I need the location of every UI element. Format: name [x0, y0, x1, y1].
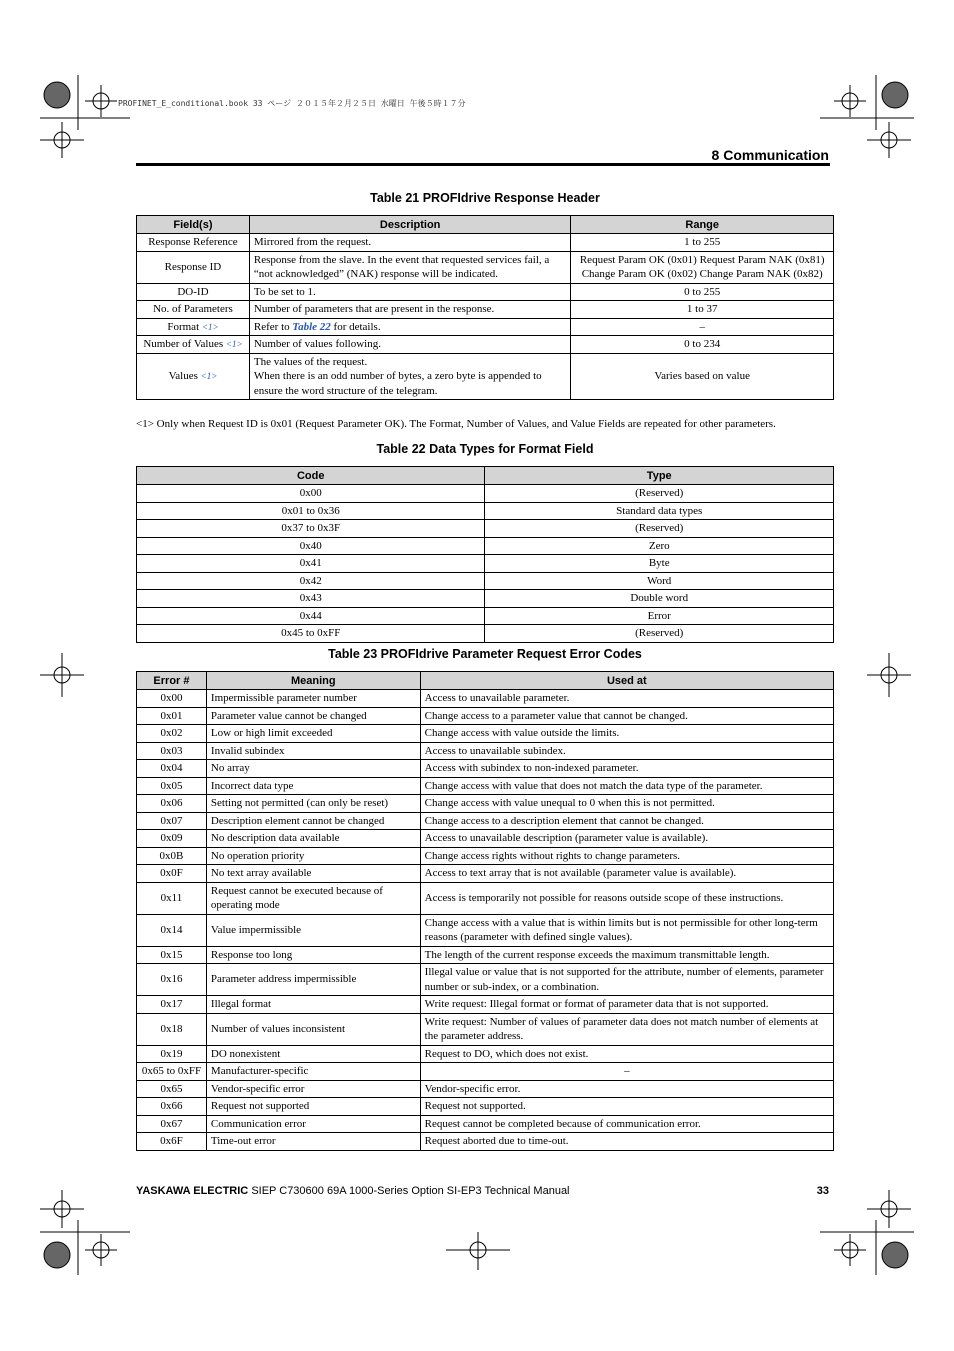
description-cell: Number of parameters that are present in the response.: [249, 301, 571, 319]
table-cell: Change access with value outside the limits.: [420, 725, 833, 743]
table-cell: Request cannot be executed because of operating mode: [206, 882, 420, 914]
table-row: [137, 520, 834, 538]
table-row: [137, 1013, 834, 1045]
table21: [136, 215, 834, 400]
table-cell: 0x02: [137, 725, 207, 743]
field-cell: DO-ID: [137, 283, 250, 301]
field-label: Number of Values: [143, 338, 224, 350]
field-cell: Response Reference: [137, 234, 250, 252]
table-cell: 0x66: [137, 1098, 207, 1116]
table-row: [137, 353, 834, 400]
table-cell: Impermissible parameter number: [206, 690, 420, 708]
range-cell: 0 to 234: [571, 336, 834, 354]
range-cell: Request Param OK (0x01) Request Param NAK (0x81) Change Param OK (0x02) Change Param NAK (0x82): [571, 251, 834, 283]
table-cell: Access to unavailable subindex.: [420, 742, 833, 760]
table-cell: Access to unavailable parameter.: [420, 690, 833, 708]
table-cell: Request not supported.: [420, 1098, 833, 1116]
table-cell: Byte: [485, 555, 834, 573]
table-cell: Access is temporarily not possible for reasons outside scope of these instructions.: [420, 882, 833, 914]
table-row: [137, 882, 834, 914]
range-cell: 0 to 255: [571, 283, 834, 301]
table-cell: 0x09: [137, 830, 207, 848]
field-label: Values: [168, 370, 198, 382]
table-cell: (Reserved): [485, 625, 834, 643]
section-title: 8 Communication: [711, 147, 829, 163]
table23-header-used-at: Used at: [420, 672, 833, 690]
table-cell: No text array available: [206, 865, 420, 883]
table-row: [137, 964, 834, 996]
range-cell: 1 to 37: [571, 301, 834, 319]
table-row: [137, 607, 834, 625]
table-cell: 0x04: [137, 760, 207, 778]
table23: [136, 671, 834, 1151]
table-row: [137, 283, 834, 301]
table-cell: 0x14: [137, 914, 207, 946]
table-row: [137, 742, 834, 760]
table-row: [137, 301, 834, 319]
table-row: [137, 914, 834, 946]
table-row: [137, 865, 834, 883]
description-text: for details.: [330, 320, 381, 333]
description-line: When there is an odd number of bytes, a zero byte is appended to ensure the word structure of the telegram.: [253, 370, 542, 397]
table23-caption: Table 23 PROFIdrive Parameter Request Error Codes: [328, 647, 642, 661]
table-row: [137, 996, 834, 1014]
table-cell: 0x05: [137, 777, 207, 795]
table-cell: Access to text array that is not available (parameter value is available).: [420, 865, 833, 883]
table-row: [137, 1115, 834, 1133]
field-cell: [137, 353, 250, 400]
table-cell: Low or high limit exceeded: [206, 725, 420, 743]
table-row: [137, 251, 834, 283]
table-cell: 0x43: [137, 590, 485, 608]
table-row: [137, 725, 834, 743]
description-cell: [249, 318, 571, 336]
footer-doc: SIEP C730600 69A 1000-Series Option SI-EP3 Technical Manual: [248, 1185, 570, 1197]
table-cell: 0x19: [137, 1045, 207, 1063]
table-cell: Request not supported: [206, 1098, 420, 1116]
field-cell: Response ID: [137, 251, 250, 283]
table-cell: 0x01 to 0x36: [137, 502, 485, 520]
table-cell: 0x01: [137, 707, 207, 725]
description-cell: Mirrored from the request.: [249, 234, 571, 252]
table-cell: 0x16: [137, 964, 207, 996]
table-row: [137, 336, 834, 354]
table-cell: 0x45 to 0xFF: [137, 625, 485, 643]
table22-link[interactable]: Table 22: [292, 320, 331, 333]
table-cell: Request to DO, which does not exist.: [420, 1045, 833, 1063]
table21-caption: Table 21 PROFIdrive Response Header: [370, 191, 600, 205]
table-cell: 0x18: [137, 1013, 207, 1045]
table-cell: Change access rights without rights to change parameters.: [420, 847, 833, 865]
table-cell: 0x37 to 0x3F: [137, 520, 485, 538]
table-cell: Illegal value or value that is not supported for the attribute, number of elements, parameter number or sub-index, or a combination.: [420, 964, 833, 996]
table-cell: Vendor-specific error.: [420, 1080, 833, 1098]
table-cell: 0x41: [137, 555, 485, 573]
table-row: [137, 1098, 834, 1116]
table-cell: –: [420, 1063, 833, 1081]
table-cell: 0x17: [137, 996, 207, 1014]
table-row: [137, 830, 834, 848]
table-row: [137, 812, 834, 830]
range-cell: 1 to 255: [571, 234, 834, 252]
table-row: [137, 1133, 834, 1151]
table-cell: Illegal format: [206, 996, 420, 1014]
table-cell: Incorrect data type: [206, 777, 420, 795]
table23-header-error: Error #: [137, 672, 207, 690]
table-cell: Communication error: [206, 1115, 420, 1133]
field-cell: [137, 336, 250, 354]
table-cell: 0x15: [137, 946, 207, 964]
description-cell: Number of values following.: [249, 336, 571, 354]
table-cell: (Reserved): [485, 520, 834, 538]
footer-brand: YASKAWA ELECTRIC: [136, 1185, 249, 1197]
table-cell: Access with subindex to non-indexed parameter.: [420, 760, 833, 778]
table-cell: Access to unavailable description (parameter value is available).: [420, 830, 833, 848]
table-cell: Request cannot be completed because of communication error.: [420, 1115, 833, 1133]
table22-header-type: Type: [485, 467, 834, 485]
table23-header-meaning: Meaning: [206, 672, 420, 690]
table-cell: Vendor-specific error: [206, 1080, 420, 1098]
table-row: [137, 625, 834, 643]
table-cell: Manufacturer-specific: [206, 1063, 420, 1081]
table-cell: Description element cannot be changed: [206, 812, 420, 830]
table-cell: 0x42: [137, 572, 485, 590]
table-cell: 0x44: [137, 607, 485, 625]
table-cell: Parameter value cannot be changed: [206, 707, 420, 725]
table-cell: Change access to a description element that cannot be changed.: [420, 812, 833, 830]
table-cell: Time-out error: [206, 1133, 420, 1151]
table-row: [137, 1080, 834, 1098]
print-slug: PROFINET_E_conditional.book 33 ページ ２０１５年２月２５日 水曜日 午後５時１７分: [118, 99, 466, 108]
table-cell: 0x03: [137, 742, 207, 760]
table-row: [137, 555, 834, 573]
footnote-ref[interactable]: <1>: [201, 321, 219, 332]
table-cell: Change access with value unequal to 0 when this is not permitted.: [420, 795, 833, 813]
table22-header-code: Code: [137, 467, 485, 485]
description-cell: To be set to 1.: [249, 283, 571, 301]
table-cell: 0x00: [137, 485, 485, 503]
description-cell: Response from the slave. In the event that requested services fail, a “not acknowledged” (NAK) response will be indicated.: [249, 251, 571, 283]
table-row: [137, 485, 834, 503]
table21-header-description: Description: [249, 216, 571, 234]
table-cell: Double word: [485, 590, 834, 608]
table-row: [137, 760, 834, 778]
footer-doc-title: [136, 1185, 570, 1197]
table-cell: 0x0B: [137, 847, 207, 865]
table-cell: (Reserved): [485, 485, 834, 503]
table-row: [137, 234, 834, 252]
table-row: [137, 572, 834, 590]
table-cell: Value impermissible: [206, 914, 420, 946]
page-number: 33: [816, 1185, 829, 1197]
table-row: [137, 1045, 834, 1063]
table-cell: 0x06: [137, 795, 207, 813]
table-cell: No description data available: [206, 830, 420, 848]
table-cell: Setting not permitted (can only be reset): [206, 795, 420, 813]
table-cell: Number of values inconsistent: [206, 1013, 420, 1045]
table-cell: 0x67: [137, 1115, 207, 1133]
table-cell: 0x00: [137, 690, 207, 708]
table-row: [137, 1063, 834, 1081]
table-cell: DO nonexistent: [206, 1045, 420, 1063]
field-cell: [137, 318, 250, 336]
table-cell: 0x65: [137, 1080, 207, 1098]
table-row: [137, 795, 834, 813]
table-cell: Invalid subindex: [206, 742, 420, 760]
table-cell: 0x65 to 0xFF: [137, 1063, 207, 1081]
table21-header-range: Range: [571, 216, 834, 234]
table-row: [137, 318, 834, 336]
field-cell: No. of Parameters: [137, 301, 250, 319]
table-cell: Error: [485, 607, 834, 625]
table-row: [137, 537, 834, 555]
footnote-ref[interactable]: <1>: [200, 371, 218, 381]
footnote-ref[interactable]: <1>: [225, 339, 243, 349]
table-cell: 0x6F: [137, 1133, 207, 1151]
table-cell: Parameter address impermissible: [206, 964, 420, 996]
table-cell: Zero: [485, 537, 834, 555]
table-cell: 0x40: [137, 537, 485, 555]
table-row: [137, 707, 834, 725]
table-cell: No array: [206, 760, 420, 778]
table-cell: Standard data types: [485, 502, 834, 520]
description-text: Refer to: [253, 320, 293, 333]
table22-caption: Table 22 Data Types for Format Field: [376, 442, 594, 456]
table-cell: Change access with value that does not match the data type of the parameter.: [420, 777, 833, 795]
table-cell: 0x11: [137, 882, 207, 914]
table-cell: Write request: Illegal format or format of parameter data that is not supported.: [420, 996, 833, 1014]
table-cell: Word: [485, 572, 834, 590]
range-cell: Varies based on value: [571, 353, 834, 400]
description-cell: [249, 353, 571, 400]
table-row: [137, 502, 834, 520]
table-cell: Change access to a parameter value that cannot be changed.: [420, 707, 833, 725]
table-row: [137, 847, 834, 865]
table-row: [137, 946, 834, 964]
table-cell: Response too long: [206, 946, 420, 964]
table22: [136, 466, 834, 643]
description-line: The values of the request.: [253, 355, 368, 368]
table-row: [137, 777, 834, 795]
table-cell: Request aborted due to time-out.: [420, 1133, 833, 1151]
table-cell: Write request: Number of values of parameter data does not match number of elements at the parameter address.: [420, 1013, 833, 1045]
table-cell: 0x07: [137, 812, 207, 830]
table21-footnote: <1> Only when Request ID is 0x01 (Request Parameter OK). The Format, Number of Values, and Value Fields are repeated for other parameters.: [136, 418, 776, 430]
table-row: [137, 690, 834, 708]
field-label: Format: [167, 320, 200, 333]
table-cell: No operation priority: [206, 847, 420, 865]
table-cell: 0x0F: [137, 865, 207, 883]
range-cell: –: [571, 318, 834, 336]
table21-header-field: Field(s): [137, 216, 250, 234]
table-cell: The length of the current response exceeds the maximum transmittable length.: [420, 946, 833, 964]
table-cell: Change access with a value that is within limits but is not permissible for other long-term reasons (parameter with defined single values).: [420, 914, 833, 946]
header-rule: [136, 163, 830, 166]
table-row: [137, 590, 834, 608]
